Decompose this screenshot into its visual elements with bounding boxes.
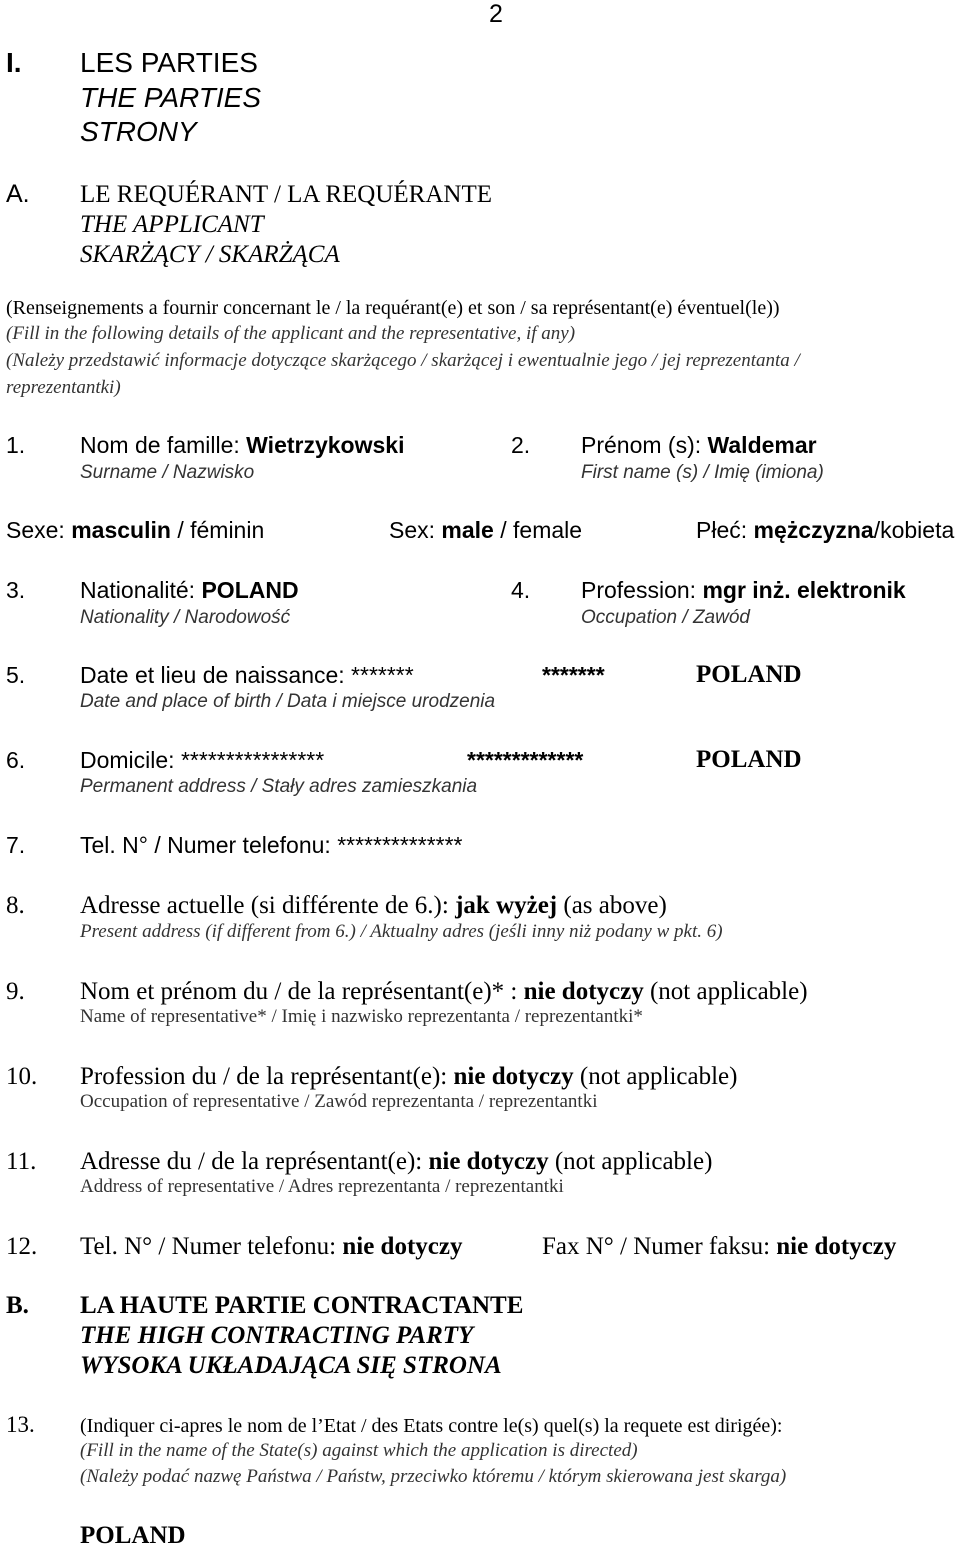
representative-name-sublabel: Name of representative* / Imię i nazwisko reprezentanta / reprezentantki*	[80, 1006, 643, 1027]
nationality-label: Nationalité:	[80, 577, 202, 603]
current-address-sublabel: Present address (if different from 6.) / Aktualny adres (jeśli inny niż podany w pkt. 6)	[80, 921, 723, 942]
domicile-label: Domicile: ****************	[80, 747, 325, 773]
item-5-number: 5.	[6, 662, 26, 688]
sex-en-selected: male	[441, 517, 494, 543]
sex-fr	[6, 519, 264, 542]
representative-profession-value: nie dotyczy	[453, 1063, 574, 1090]
representative-fax-label: Fax N° / Numer faksu:	[542, 1233, 777, 1260]
representative-name-value: nie dotyczy	[523, 978, 644, 1005]
item-10-line	[80, 1064, 737, 1089]
intro-pl-line1: (Należy przedstawić informacje dotyczące skarżącego / skarżącej i ewentualnie jego / jej reprezentanta /	[6, 350, 800, 371]
item-3-line	[80, 579, 299, 602]
item-10-number: 10.	[6, 1063, 38, 1090]
section-b-title-en: THE HIGH CONTRACTING PARTY	[80, 1322, 474, 1349]
birth-place-masked: *******	[542, 662, 605, 688]
representative-profession-sublabel: Occupation of representative / Zawód reprezentanta / reprezentantki	[80, 1091, 598, 1112]
first-name-sublabel: First name (s) / Imię (imiona)	[581, 462, 824, 483]
section-i-title-en: THE PARTIES	[80, 82, 262, 113]
representative-address-label: Adresse du / de la représentant(e):	[80, 1148, 429, 1175]
item-1-line	[80, 434, 404, 457]
first-name-value: Waldemar	[707, 432, 817, 458]
representative-address-note: (not applicable)	[548, 1148, 713, 1175]
section-b-title-pl: WYSOKA UKŁADAJĄCA SIĘ STRONA	[80, 1352, 502, 1379]
item-2-line	[581, 434, 817, 457]
item-11-line	[80, 1149, 712, 1174]
item-8-line	[80, 893, 667, 918]
current-address-note: (as above)	[557, 892, 667, 919]
intro-en: (Fill in the following details of the applicant and the representative, if any)	[6, 323, 576, 344]
section-a-title-pl: SKARŻĄCY / SKARŻĄCA	[80, 241, 340, 268]
sex-pl-other: /kobieta	[873, 517, 955, 543]
representative-phone-value: nie dotyczy	[342, 1233, 463, 1260]
item-1-number: 1.	[6, 432, 26, 458]
sex-pl	[696, 519, 954, 542]
page-number: 2	[489, 0, 503, 28]
section-i-title-pl: STRONY	[80, 116, 197, 147]
item-4-line	[581, 579, 906, 602]
sex-fr-selected: masculin	[71, 517, 171, 543]
item-6-number: 6.	[6, 747, 26, 773]
domicile-city-masked: *************	[467, 747, 584, 773]
representative-name-label: Nom et prénom du / de la représentant(e)* :	[80, 978, 524, 1005]
state-instruction-pl: (Należy podać nazwę Państwa / Państw, przeciwko któremu / którym skierowana jest skarga)	[80, 1466, 787, 1487]
section-b-title-fr: LA HAUTE PARTIE CONTRACTANTE	[80, 1292, 524, 1319]
representative-name-note: (not applicable)	[643, 978, 808, 1005]
sex-fr-label: Sexe:	[6, 517, 72, 543]
state-instruction-fr: (Indiquer ci-apres le nom de l’Etat / des Etats contre le(s) quel(s) la requete est dirigée):	[80, 1415, 783, 1437]
domicile-country: POLAND	[696, 746, 802, 773]
item-12-fax	[542, 1234, 896, 1259]
birth-sublabel: Date and place of birth / Data i miejsce urodzenia	[80, 691, 496, 712]
section-b-number: B.	[6, 1292, 29, 1319]
sex-en-other: / female	[493, 517, 583, 543]
state-instruction-en: (Fill in the name of the State(s) against which the application is directed)	[80, 1440, 638, 1461]
section-a-title-fr: LE REQUÉRANT / LA REQUÉRANTE	[80, 181, 493, 208]
sex-en-label: Sex:	[389, 517, 442, 543]
respondent-state: POLAND	[80, 1522, 186, 1549]
birth-label: Date et lieu de naissance: *******	[80, 662, 414, 688]
sex-pl-selected: mężczyzna	[753, 517, 874, 543]
section-a-title-en: THE APPLICANT	[80, 211, 264, 238]
item-13-number: 13.	[6, 1412, 35, 1437]
item-3-number: 3.	[6, 577, 26, 603]
section-i-number: I.	[6, 47, 22, 78]
surname-value: Wietrzykowski	[246, 432, 405, 458]
surname-sublabel: Surname / Nazwisko	[80, 462, 255, 483]
telephone-line: Tel. N° / Numer telefonu: **************	[80, 832, 463, 858]
first-name-label: Prénom (s):	[581, 432, 708, 458]
profession-value: mgr inż. elektronik	[702, 577, 906, 603]
intro-fr: (Renseignements a fournir concernant le / la requérant(e) et son / sa représentant(e) éventuel(le))	[6, 297, 780, 319]
current-address-label: Adresse actuelle (si différente de 6.):	[80, 892, 456, 919]
profession-label: Profession:	[581, 577, 703, 603]
sex-fr-other: / féminin	[170, 517, 265, 543]
representative-profession-label: Profession du / de la représentant(e):	[80, 1063, 454, 1090]
profession-sublabel: Occupation / Zawód	[581, 607, 750, 628]
nationality-sublabel: Nationality / Narodowość	[80, 607, 291, 628]
representative-address-value: nie dotyczy	[428, 1148, 549, 1175]
representative-profession-note: (not applicable)	[573, 1063, 738, 1090]
section-a-number: A.	[6, 180, 30, 208]
item-12-number: 12.	[6, 1233, 38, 1260]
surname-label: Nom de famille:	[80, 432, 247, 458]
domicile-sublabel: Permanent address / Stały adres zamieszkania	[80, 776, 478, 797]
item-8-number: 8.	[6, 892, 25, 919]
item-9-line	[80, 979, 808, 1004]
intro-pl-line2: reprezentantki)	[6, 377, 121, 398]
birth-country: POLAND	[696, 661, 802, 688]
item-12-phone	[80, 1234, 462, 1259]
current-address-value: jak wyżej	[455, 892, 558, 919]
section-i-title-fr: LES PARTIES	[80, 47, 258, 78]
representative-address-sublabel: Address of representative / Adres reprezentanta / reprezentantki	[80, 1176, 564, 1197]
representative-phone-label: Tel. N° / Numer telefonu:	[80, 1233, 343, 1260]
representative-fax-value: nie dotyczy	[776, 1233, 897, 1260]
item-7-number: 7.	[6, 832, 26, 858]
sex-pl-label: Płeć:	[696, 517, 754, 543]
item-11-number: 11.	[6, 1148, 37, 1175]
nationality-value: POLAND	[201, 577, 299, 603]
sex-en	[389, 519, 582, 542]
item-2-number: 2.	[511, 432, 531, 458]
item-9-number: 9.	[6, 978, 25, 1005]
item-4-number: 4.	[511, 577, 531, 603]
